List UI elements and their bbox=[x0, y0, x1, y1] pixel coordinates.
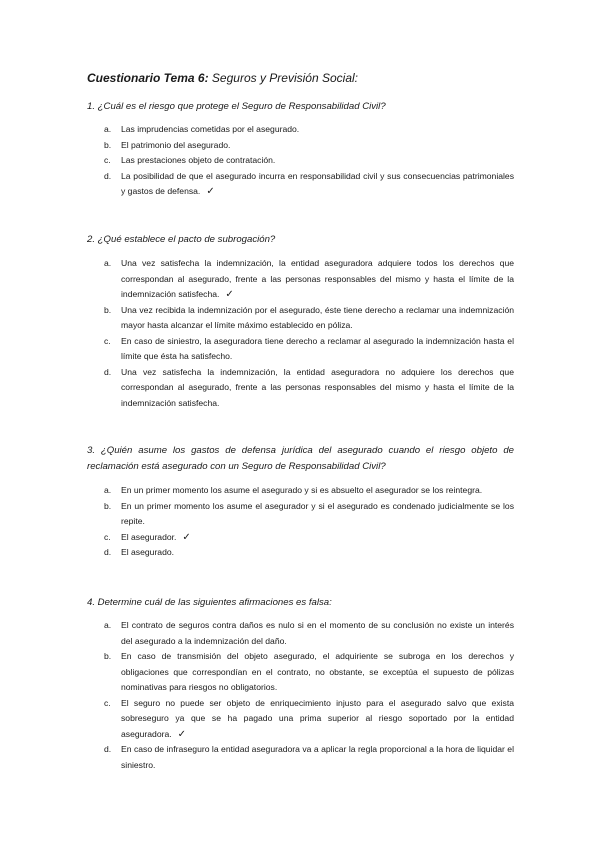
question-2: 2. ¿Qué establece el pacto de subrogación? bbox=[87, 234, 276, 245]
option-3c bbox=[104, 530, 514, 546]
option-letter: d. bbox=[104, 170, 112, 181]
option-letter: c. bbox=[104, 155, 111, 165]
option-text: Las imprudencias cometidas por el asegurado. bbox=[121, 124, 300, 134]
option-3b bbox=[104, 499, 514, 530]
option-letter: d. bbox=[104, 547, 112, 557]
option-letter: b. bbox=[104, 651, 112, 661]
option-text: El contrato de seguros contra daños es nulo si en el momento de su conclusión no existe un interés del asegurado a la indemnización del daño. bbox=[121, 620, 514, 646]
check-mark-icon: ✓ bbox=[182, 531, 191, 543]
option-letter: b. bbox=[104, 500, 112, 511]
option-text: En un primer momento los asume el asegurado y si es absuelto el asegurador se los reintegra. bbox=[121, 485, 483, 495]
question-3: 3. ¿Quién asume los gastos de defensa jurídica del asegurado cuando el riesgo objeto de reclamación está asegurado con un Seguro de Responsabilidad Civil? bbox=[87, 445, 514, 472]
option-2d bbox=[104, 365, 514, 412]
option-4d bbox=[104, 742, 514, 773]
option-4b bbox=[104, 649, 514, 696]
option-text: El patrimonio del asegurado. bbox=[121, 139, 231, 150]
option-2c bbox=[104, 334, 514, 365]
option-letter: a. bbox=[104, 620, 112, 630]
option-1c bbox=[104, 153, 514, 169]
option-letter: a. bbox=[104, 485, 112, 495]
check-mark-icon: ✓ bbox=[225, 289, 234, 300]
question-4-options bbox=[104, 618, 514, 773]
option-text: La posibilidad de que el asegurado incurra en responsabilidad civil y sus consecuencias patrimoniales y gastos de defensa. bbox=[121, 170, 514, 196]
option-text: En un primer momento los asume el asegurador y si el asegurado es condenado judicialmente se los repite. bbox=[121, 500, 514, 526]
question-2-options bbox=[104, 256, 514, 411]
option-letter: a. bbox=[104, 258, 112, 268]
option-text: En caso de transmisión del objeto asegurado, el adquiriente se subroga en los derechos y obligaciones que correspondían en el contrato, no obstante, se exceptúa el supuesto de pólizas nominativas para riesgos no obligatorios. bbox=[121, 651, 514, 692]
option-letter: c. bbox=[104, 531, 111, 542]
option-letter: c. bbox=[104, 335, 111, 346]
option-text: Las prestaciones objeto de contratación. bbox=[121, 155, 276, 165]
option-text: Una vez satisfecha la indemnización, la entidad aseguradora adquiere todos los derechos que correspondan al asegurado, frente a las personas responsables del mismo y hasta el límite de la indemnización satisfecha. bbox=[121, 258, 514, 299]
option-letter: c. bbox=[104, 697, 111, 708]
option-2a bbox=[104, 256, 514, 303]
title-bold: Cuestionario Tema 6: bbox=[87, 71, 209, 85]
option-3a bbox=[104, 483, 514, 499]
option-2b bbox=[104, 303, 514, 334]
option-letter: b. bbox=[104, 139, 112, 150]
option-letter: d. bbox=[104, 744, 112, 754]
check-mark-icon: ✓ bbox=[206, 186, 215, 197]
option-1a bbox=[104, 122, 514, 138]
option-text: El asegurado. bbox=[121, 547, 175, 557]
option-text: Una vez recibida la indemnización por el asegurado, éste tiene derecho a reclamar una indemnización mayor hasta alcanzar el límite máximo establecido en póliza. bbox=[121, 304, 514, 330]
question-3-options bbox=[104, 483, 514, 561]
question-1: 1. ¿Cuál es el riesgo que protege el Seguro de Responsabilidad Civil? bbox=[87, 101, 386, 112]
option-3d bbox=[104, 545, 514, 561]
option-text: En caso de infraseguro la entidad aseguradora va a aplicar la regla proporcional a la hora de liquidar el siniestro. bbox=[121, 744, 514, 770]
question-1-options bbox=[104, 122, 514, 200]
option-letter: d. bbox=[104, 366, 112, 377]
document-title bbox=[87, 71, 358, 85]
option-letter: a. bbox=[104, 124, 112, 134]
option-text: Una vez satisfecha la indemnización, la entidad aseguradora no adquiere los derechos que correspondan al asegurado, frente a las personas responsables del mismo y hasta el límite de la indemnización satisfecha. bbox=[121, 366, 514, 408]
check-mark-icon: ✓ bbox=[177, 728, 187, 740]
option-text: El asegurador. bbox=[121, 531, 177, 542]
option-1d bbox=[104, 169, 514, 200]
title-rest: Seguros y Previsión Social: bbox=[208, 71, 358, 85]
option-letter: b. bbox=[104, 304, 112, 315]
option-text: El seguro no puede ser objeto de enriquecimiento injusto para el asegurado salvo que exista sobreseguro ya que se ha pagado una prima superior al riesgo soportado por la entidad aseguradora. bbox=[121, 697, 514, 739]
option-4c bbox=[104, 696, 514, 743]
option-text: En caso de siniestro, la aseguradora tiene derecho a reclamar al asegurado la indemnización hasta el límite que ésta ha satisfecho. bbox=[121, 335, 514, 361]
question-4: 4. Determine cuál de las siguientes afirmaciones es falsa: bbox=[87, 597, 332, 608]
option-1b bbox=[104, 138, 514, 154]
option-4a bbox=[104, 618, 514, 649]
